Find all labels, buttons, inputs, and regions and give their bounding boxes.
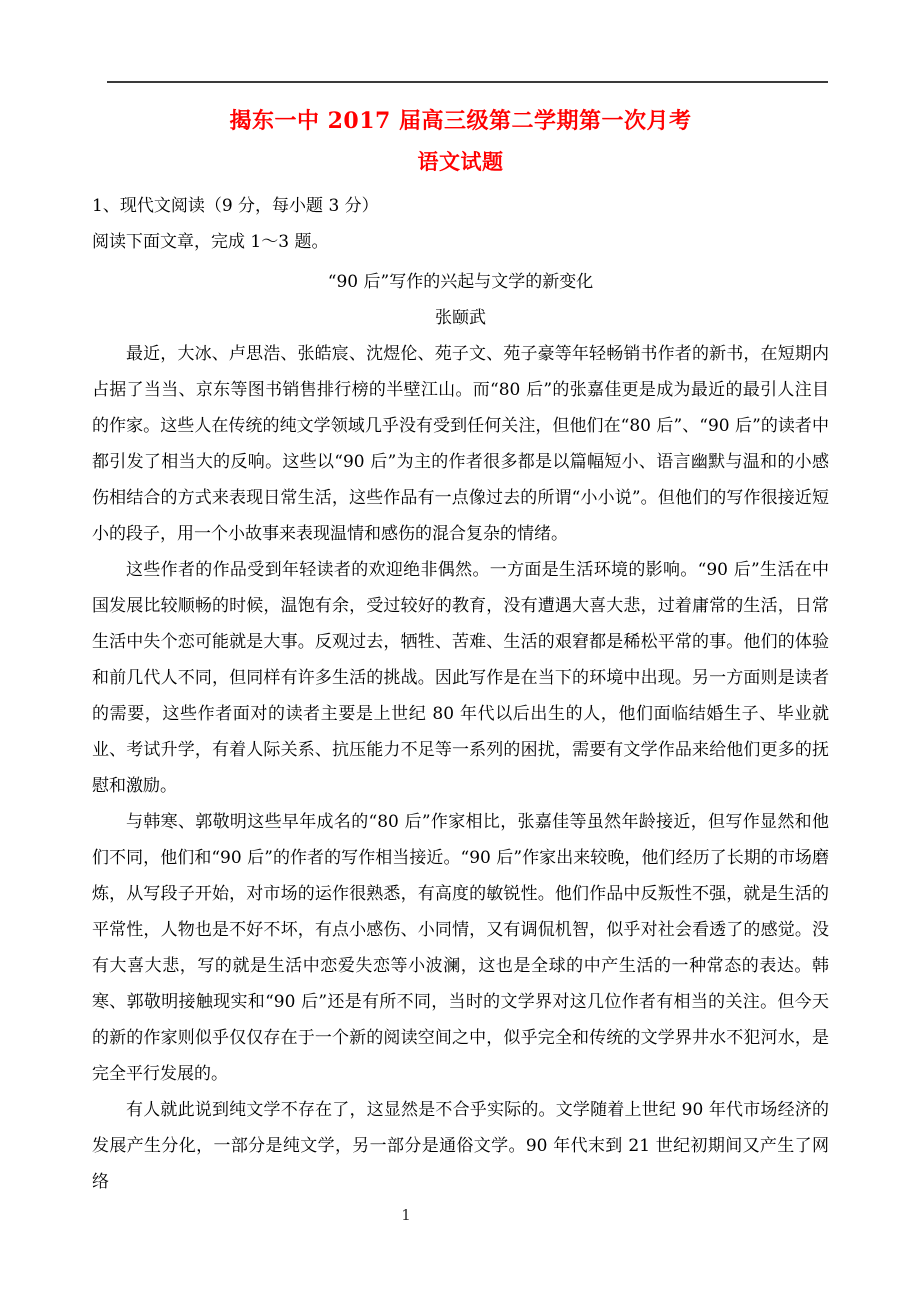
article-paragraph: 最近，大冰、卢思浩、张皓宸、沈煜伦、苑子文、苑子豪等年轻畅销书作者的新书，在短期内占据了当当、京东等图书销售排行榜的半壁江山。而“80 后”的张嘉佳更是成为最近的最引人注目的作家。这些人在传统的纯文学领域几乎没有受到任何关注，但他们在“80 后”、“90 后”的读者中都引发了相当大的反响。这些以“90 后”为主的作者很多都是以篇幅短小、语言幽默与温和的小感伤相结合的方式来表现日常生活，这些作品有一点像过去的所谓“小小说”。但他们的写作很接近短小的段子，用一个小故事来表现温情和感伤的混合复杂的情绪。 (92, 344, 829, 544)
document-content (92, 96, 829, 1200)
article-paragraph: 有人就此说到纯文学不存在了，这显然是不合乎实际的。文学随着上世纪 90 年代市场经济的发展产生分化，一部分是纯文学，另一部分是通俗文学。90 年代末到 21 世纪初期间又产生了网络 (92, 1100, 829, 1192)
page-subtitle: 语文试题 (417, 149, 504, 174)
article-paragraph: 与韩寒、郭敬明这些早年成名的“80 后”作家相比，张嘉佳等虽然年龄接近，但写作显然和他们不同，他们和“90 后”的作者的写作相当接近。“90 后”作家出来较晚，他们经历了长期的市场磨炼，从写段子开始，对市场的运作很熟悉，有高度的敏锐性。他们作品中反叛性不强，就是生活的平常性，人物也是不好不坏，有点小感伤、小同情，又有调侃机智，似乎对社会看透了的感觉。没有大喜大悲，写的就是生活中恋爱失恋等小波澜，这也是全球的中产生活的一种常态的表达。韩寒、郭敬明接触现实和“90 后”还是有所不同，当时的文学界对这几位作者有相当的关注。但今天的新的作家则似乎仅仅存在于一个新的阅读空间之中，似乎完全和传统的文学界井水不犯河水，是完全平行发展的。 (92, 812, 829, 1084)
article-paragraph: 这些作者的作品受到年轻读者的欢迎绝非偶然。一方面是生活环境的影响。“90 后”生活在中国发展比较顺畅的时候，温饱有余，受过较好的教育，没有遭遇大喜大悲，过着庸常的生活，日常生活中失个恋可能就是大事。反观过去，牺牲、苦难、生活的艰窘都是稀松平常的事。他们的体验和前几代人不同，但同样有许多生活的挑战。因此写作是在当下的环境中出现。另一方面则是读者的需要，这些作者面对的读者主要是上世纪 80 年代以后出生的人，他们面临结婚生子、毕业就业、考试升学，有着人际关系、抗压能力不足等一系列的困扰，需要有文学作品来给他们更多的抚慰和激励。 (92, 560, 829, 796)
instruction-line-1: 1、现代文阅读（9 分，每小题 3 分） (92, 196, 379, 216)
article-author: 张颐武 (435, 308, 486, 328)
article-title: “90 后”写作的兴起与文学的新变化 (327, 272, 594, 292)
page-title: 揭东一中 2017 届高三级第二学期第一次月考 (229, 108, 692, 134)
page-number: 1 (401, 1206, 411, 1224)
instruction-line-2: 阅读下面文章，完成 1～3 题。 (92, 232, 329, 252)
header-divider (107, 81, 828, 83)
